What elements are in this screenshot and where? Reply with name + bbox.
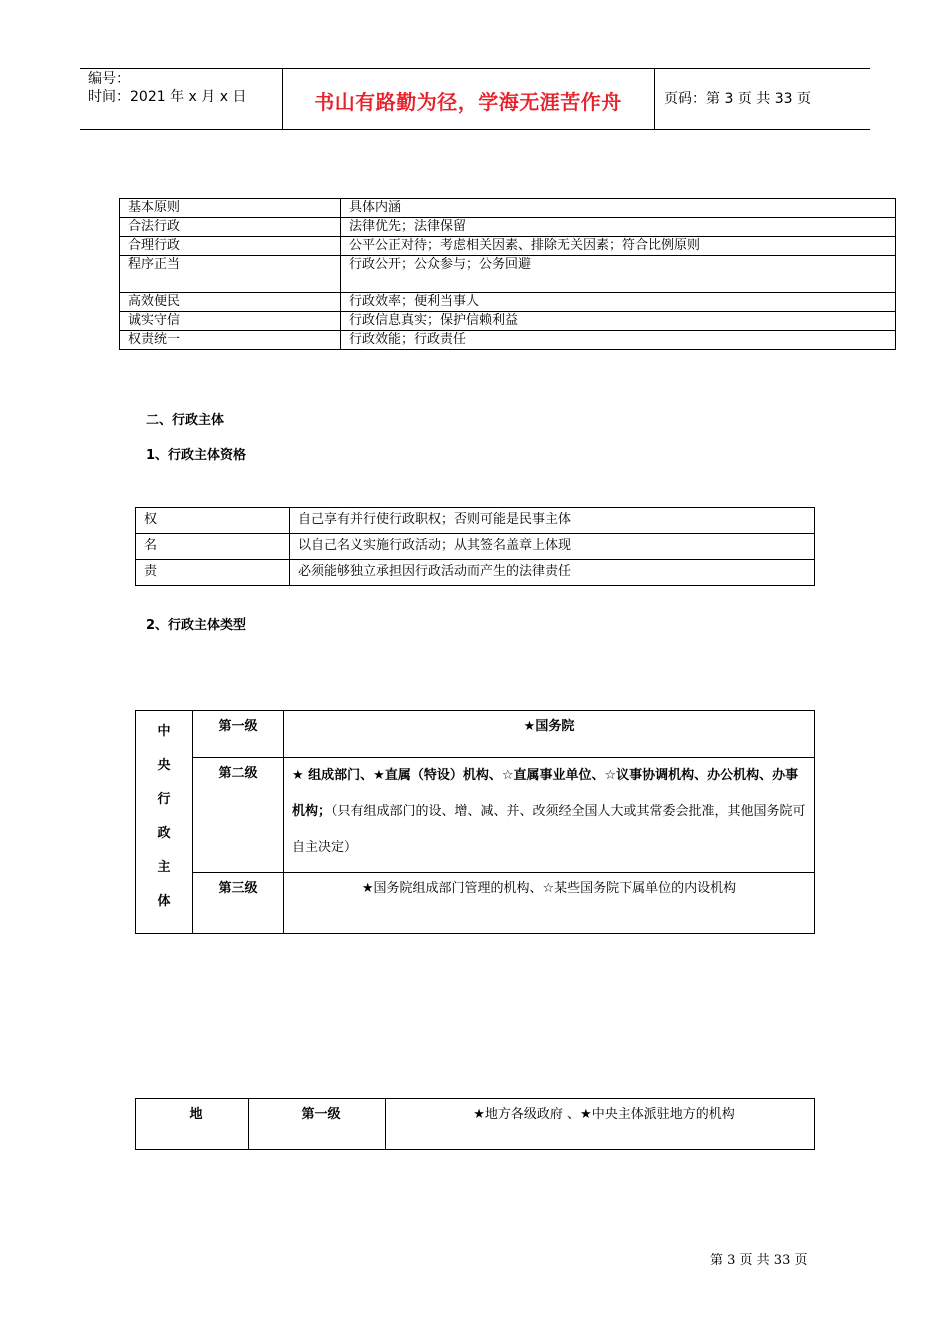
- table-row: [136, 711, 815, 758]
- level-label: 第二级: [193, 758, 284, 873]
- header-motto: 书山有路勤为径，学海无涯苦作舟: [314, 90, 622, 114]
- table-cell: 权责统一: [120, 331, 341, 350]
- table-cell: 行政信息真实；保护信赖利益: [341, 312, 896, 331]
- category-char: 行: [157, 792, 171, 807]
- central-subject-table: [135, 710, 815, 934]
- table-cell: 必须能够独立承担因行政活动而产生的法律责任: [290, 560, 815, 586]
- table-cell: 程序正当: [120, 256, 341, 293]
- table-row: [120, 312, 896, 331]
- principles-table: [119, 198, 896, 350]
- table-cell: 公平公正对待；考虑相关因素、排除无关因素；符合比例原则: [341, 237, 896, 256]
- table-row: [136, 873, 815, 934]
- table-cell: 合理行政: [120, 237, 341, 256]
- table-row: [136, 1099, 815, 1150]
- level-content: ★国务院: [284, 711, 815, 758]
- category-char: 中: [157, 724, 171, 739]
- table-row: [136, 534, 815, 560]
- category-cell: [136, 711, 193, 934]
- level-label: 第一级: [193, 711, 284, 758]
- header-meta: [88, 70, 246, 106]
- table-cell: 行政效能；行政责任: [341, 331, 896, 350]
- subsection-title: 2、行政主体类型: [146, 618, 247, 633]
- table-cell: 法律优先；法律保留: [341, 218, 896, 237]
- category-char: 央: [157, 758, 171, 773]
- level-content: ★国务院组成部门管理的机构、☆某些国务院下属单位的内设机构: [284, 873, 815, 934]
- table-cell: 自己享有并行使行政职权；否则可能是民事主体: [290, 508, 815, 534]
- table-row: [136, 508, 815, 534]
- table-cell: 责: [136, 560, 290, 586]
- table-cell: 行政效率；便利当事人: [341, 293, 896, 312]
- table-cell: 合法行政: [120, 218, 341, 237]
- level-label: 第一级: [249, 1099, 386, 1150]
- qualification-table: [135, 507, 815, 586]
- table-cell: 名: [136, 534, 290, 560]
- table-header-cell: 基本原则: [120, 199, 341, 218]
- table-cell: 高效便民: [120, 293, 341, 312]
- table-header-row: [120, 199, 896, 218]
- page-footer: 第 3 页 共 33 页: [710, 1253, 808, 1268]
- table-cell: 诚实守信: [120, 312, 341, 331]
- table-row: [136, 560, 815, 586]
- category-char: 主: [157, 860, 171, 875]
- header-top-rule: [80, 68, 870, 69]
- table-cell: 权: [136, 508, 290, 534]
- table-row: [136, 758, 815, 873]
- table-header-cell: 具体内涵: [341, 199, 896, 218]
- level-label: 第三级: [193, 873, 284, 934]
- number-label: 编号：: [88, 71, 130, 87]
- category-cell: 地: [136, 1099, 249, 1150]
- subsection-title: 1、行政主体资格: [146, 448, 247, 463]
- category-char: 政: [157, 826, 171, 841]
- level2-note-text: （只有组成部门的设、增、减、并、改须经全国人大或其常委会批准，其他国务院可自主决定）: [292, 804, 806, 855]
- table-cell: 行政公开；公众参与；公务回避: [341, 256, 896, 293]
- header-page-label: 页码：第 3 页 共 33 页: [664, 91, 811, 107]
- time-label: 时间：2021 年 x 月 x 日: [88, 89, 247, 105]
- table-row: [120, 331, 896, 350]
- table-row: [120, 293, 896, 312]
- table-row: [120, 237, 896, 256]
- table-row: [120, 218, 896, 237]
- local-subject-table: [135, 1098, 815, 1150]
- section-title: 二、行政主体: [146, 413, 225, 428]
- table-cell: 以自己名义实施行政活动；从其签名盖章上体现: [290, 534, 815, 560]
- level-content: [284, 758, 815, 873]
- header-bottom-rule: [80, 129, 870, 130]
- level-content: ★地方各级政府 、★中央主体派驻地方的机构: [386, 1099, 815, 1150]
- category-char: 体: [157, 894, 171, 909]
- level2-bold-text: ★ 组成部门、★直属（特设）机构、☆直属事业单位、☆议事协调机构、办公机构、办事机构；: [292, 768, 799, 819]
- table-row: [120, 256, 896, 293]
- header-divider: [654, 69, 655, 129]
